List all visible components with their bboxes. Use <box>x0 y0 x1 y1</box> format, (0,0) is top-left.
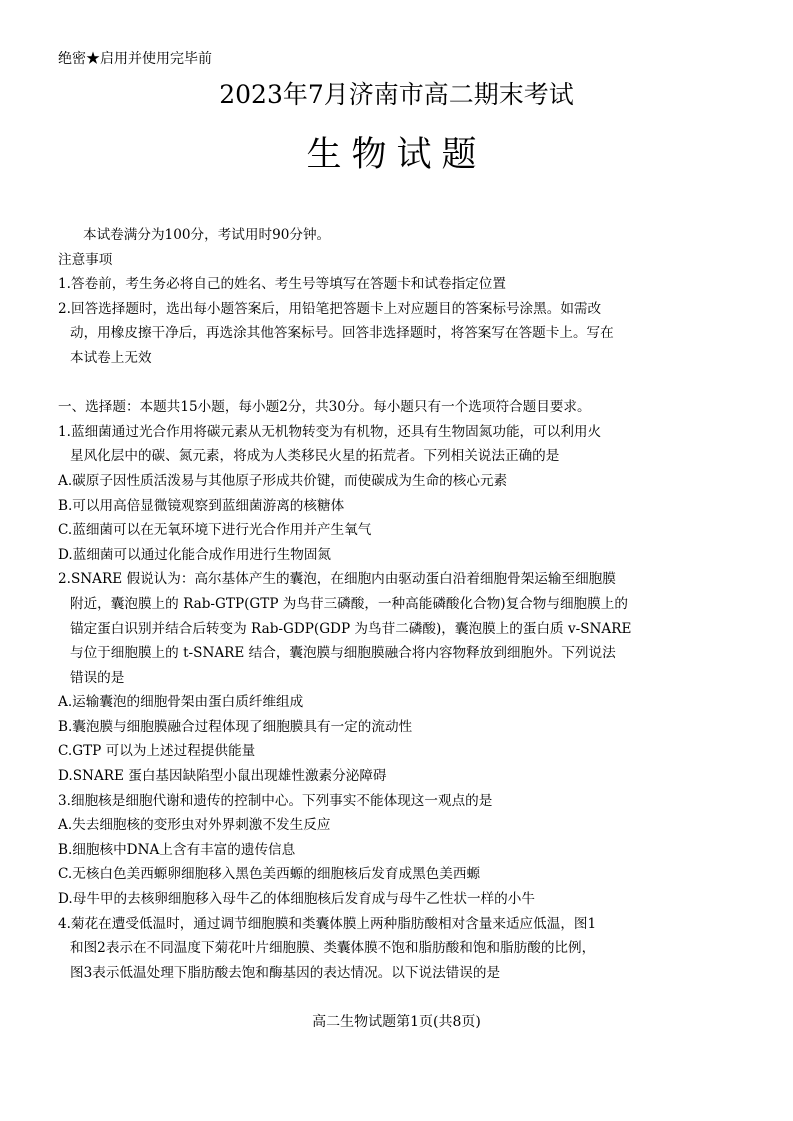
exam-body <box>58 223 748 985</box>
score-line: 本试卷满分为100分，考试用时90分钟。 <box>83 227 331 243</box>
question-2-stem: 2.SNARE 假说认为：高尔基体产生的囊泡，在细胞内由驱动蛋白沿着细胞骨架运输至细胞膜 <box>58 571 616 588</box>
page-footer: 高二生物试题第1页(共8页) <box>312 1014 481 1030</box>
question-4-stem-continued: 和图2表示在不同温度下菊花叶片细胞膜、类囊体膜不饱和脂肪酸和饱和脂肪酸的比例， <box>70 940 596 957</box>
question-4-stem: 4.菊花在遭受低温时，通过调节细胞膜和类囊体膜上两种脂肪酸相对含量来适应低温，图1 <box>58 915 597 932</box>
exam-title: 2023年7月济南市高二期末考试 <box>219 80 574 109</box>
question-2-option-a: A.运输囊泡的细胞骨架由蛋白质纤维组成 <box>58 694 304 711</box>
notes-title: 注意事项 <box>58 251 113 268</box>
note-item: 2.回答选择题时，选出每小题答案后，用铅笔把答题卡上对应题目的答案标号涂黑。如需改 <box>58 300 602 317</box>
question-1-option-c: C.蓝细菌可以在无氧环境下进行光合作用并产生氧气 <box>58 522 372 539</box>
question-3-option-c: C.无核白色美西螈卵细胞移入黑色美西螈的细胞核后发育成黑色美西螈 <box>58 866 481 883</box>
note-item-continued: 动，用橡皮擦干净后，再选涂其他答案标号。回答非选择题时，将答案写在答题卡上。写在 <box>70 325 614 342</box>
question-1-stem: 1.蓝细菌通过光合作用将碳元素从无机物转变为有机物，还具有生物固氮功能，可以利用火 <box>58 423 602 440</box>
question-2-option-d: D.SNARE 蛋白基因缺陷型小鼠出现雄性激素分泌障碍 <box>58 768 387 785</box>
question-1-option-d: D.蓝细菌可以通过化能合成作用进行生物固氮 <box>58 546 332 563</box>
question-2-stem-continued: 与位于细胞膜上的 t-SNARE 结合，囊泡膜与细胞膜融合将内容物释放到细胞外。下列说法 <box>70 645 616 662</box>
spacer <box>58 371 748 396</box>
section-heading: 一、选择题：本题共15小题，每小题2分，共30分。每小题只有一个选项符合题目要求。 <box>58 399 591 416</box>
confidential-label: 绝密★启用并使用完毕前 <box>58 51 212 67</box>
question-3-stem: 3.细胞核是细胞代谢和遗传的控制中心。下列事实不能体现这一观点的是 <box>58 792 493 809</box>
question-2-stem-continued: 附近，囊泡膜上的 Rab-GTP(GTP 为鸟苷三磷酸，一种高能磷酸化合物)复合物与细胞膜上的 <box>70 595 628 612</box>
question-2-stem-continued: 错误的是 <box>70 669 125 686</box>
question-2-option-c: C.GTP 可以为上述过程提供能量 <box>58 743 256 760</box>
question-3-option-a: A.失去细胞核的变形虫对外界刺激不发生反应 <box>58 817 331 834</box>
note-item-continued: 本试卷上无效 <box>70 349 152 366</box>
question-3-option-d: D.母牛甲的去核卵细胞移入母牛乙的体细胞核后发育成与母牛乙性状一样的小牛 <box>58 891 535 908</box>
question-3-option-b: B.细胞核中DNA上含有丰富的遗传信息 <box>58 841 296 858</box>
question-4-stem-continued: 图3表示低温处理下脂肪酸去饱和酶基因的表达情况。以下说法错误的是 <box>70 964 501 981</box>
note-item: 1.答卷前，考生务必将自己的姓名、考生号等填写在答题卡和试卷指定位置 <box>58 276 506 293</box>
question-1-option-a: A.碳原子因性质活泼易与其他原子形成共价键，而使碳成为生命的核心元素 <box>58 472 508 489</box>
question-1-option-b: B.可以用高倍显微镜观察到蓝细菌游离的核糖体 <box>58 497 345 514</box>
question-1-stem-continued: 星风化层中的碳、氮元素，将成为人类移民火星的拓荒者。下列相关说法正确的是 <box>70 448 560 465</box>
question-2-option-b: B.囊泡膜与细胞膜融合过程体现了细胞膜具有一定的流动性 <box>58 718 413 735</box>
subject-title: 生物试题 <box>306 135 487 175</box>
question-2-stem-continued: 锚定蛋白识别并结合后转变为 Rab-GDP(GDP 为鸟苷二磷酸)，囊泡膜上的蛋白质 v-SNARE <box>70 620 632 637</box>
